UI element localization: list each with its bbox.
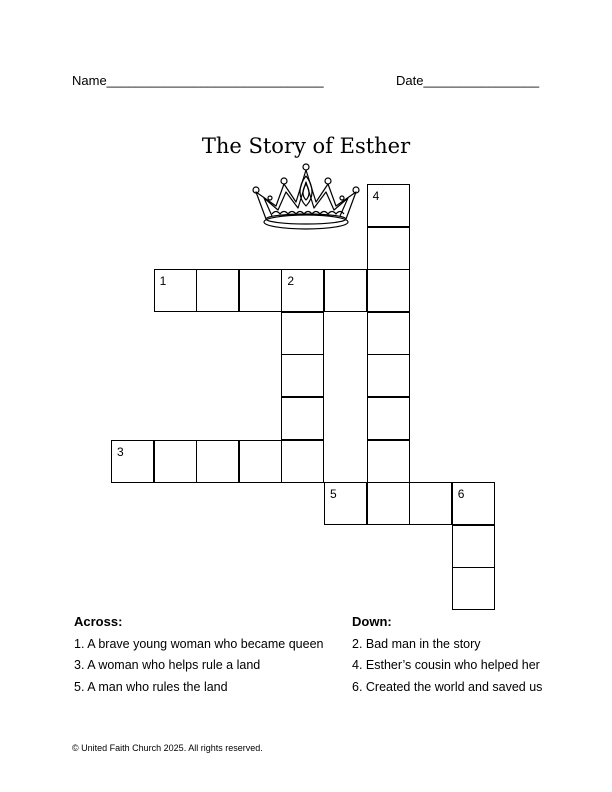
crossword-cell[interactable] — [154, 440, 197, 483]
crossword-cell[interactable] — [281, 397, 324, 440]
crossword-cell[interactable] — [281, 269, 324, 312]
across-clue-5: 5. A man who rules the land — [74, 680, 228, 694]
clue-number: 1 — [159, 274, 167, 289]
page-title: The Story of Esther — [201, 134, 411, 158]
clue-number: 2 — [287, 274, 295, 289]
crossword-cell[interactable] — [452, 567, 495, 610]
crossword-cell[interactable] — [239, 440, 282, 483]
crossword-cell[interactable] — [367, 397, 410, 440]
crossword-cell[interactable] — [281, 440, 324, 483]
crossword-cell[interactable] — [452, 482, 495, 525]
crossword-cell[interactable] — [324, 269, 367, 312]
crossword-cell[interactable] — [367, 354, 410, 397]
down-clue-2: 2. Bad man in the story — [352, 637, 481, 651]
crossword-cell[interactable] — [367, 227, 410, 270]
crossword-cell[interactable] — [196, 440, 239, 483]
clue-number: 6 — [457, 487, 465, 502]
date-field[interactable]: Date________________ — [396, 73, 540, 88]
clue-number: 4 — [372, 189, 380, 203]
crossword-cell[interactable] — [324, 482, 367, 525]
clue-number: 5 — [330, 487, 337, 502]
across-clue-3: 3. A woman who helps rule a land — [74, 658, 261, 672]
across-clue-1: 1. A brave young woman who became queen — [74, 637, 324, 651]
crossword-cell[interactable] — [367, 440, 410, 483]
crossword-cell[interactable] — [154, 269, 197, 312]
copyright-footer: © United Faith Church 2025. All rights reserved. — [72, 743, 263, 753]
name-field[interactable]: Name______________________________ — [72, 73, 324, 88]
crossword-cell[interactable] — [367, 184, 410, 227]
crossword-cell[interactable] — [452, 525, 495, 568]
crossword-cell[interactable] — [367, 482, 410, 525]
crossword-cell[interactable] — [281, 354, 324, 397]
down-clue-6: 6. Created the world and saved us — [352, 680, 543, 694]
crossword-cell[interactable] — [239, 269, 282, 312]
crossword-cell[interactable] — [409, 482, 452, 525]
crossword-cell[interactable] — [196, 269, 239, 312]
crossword-cell[interactable] — [111, 440, 154, 483]
down-heading: Down: — [352, 614, 392, 629]
crossword-cell[interactable] — [367, 269, 410, 312]
crossword-cell[interactable] — [281, 312, 324, 355]
down-clue-4: 4. Esther’s cousin who helped her — [352, 658, 540, 672]
across-heading: Across: — [74, 614, 123, 629]
clue-number: 3 — [117, 444, 124, 459]
crossword-cell[interactable] — [367, 312, 410, 355]
